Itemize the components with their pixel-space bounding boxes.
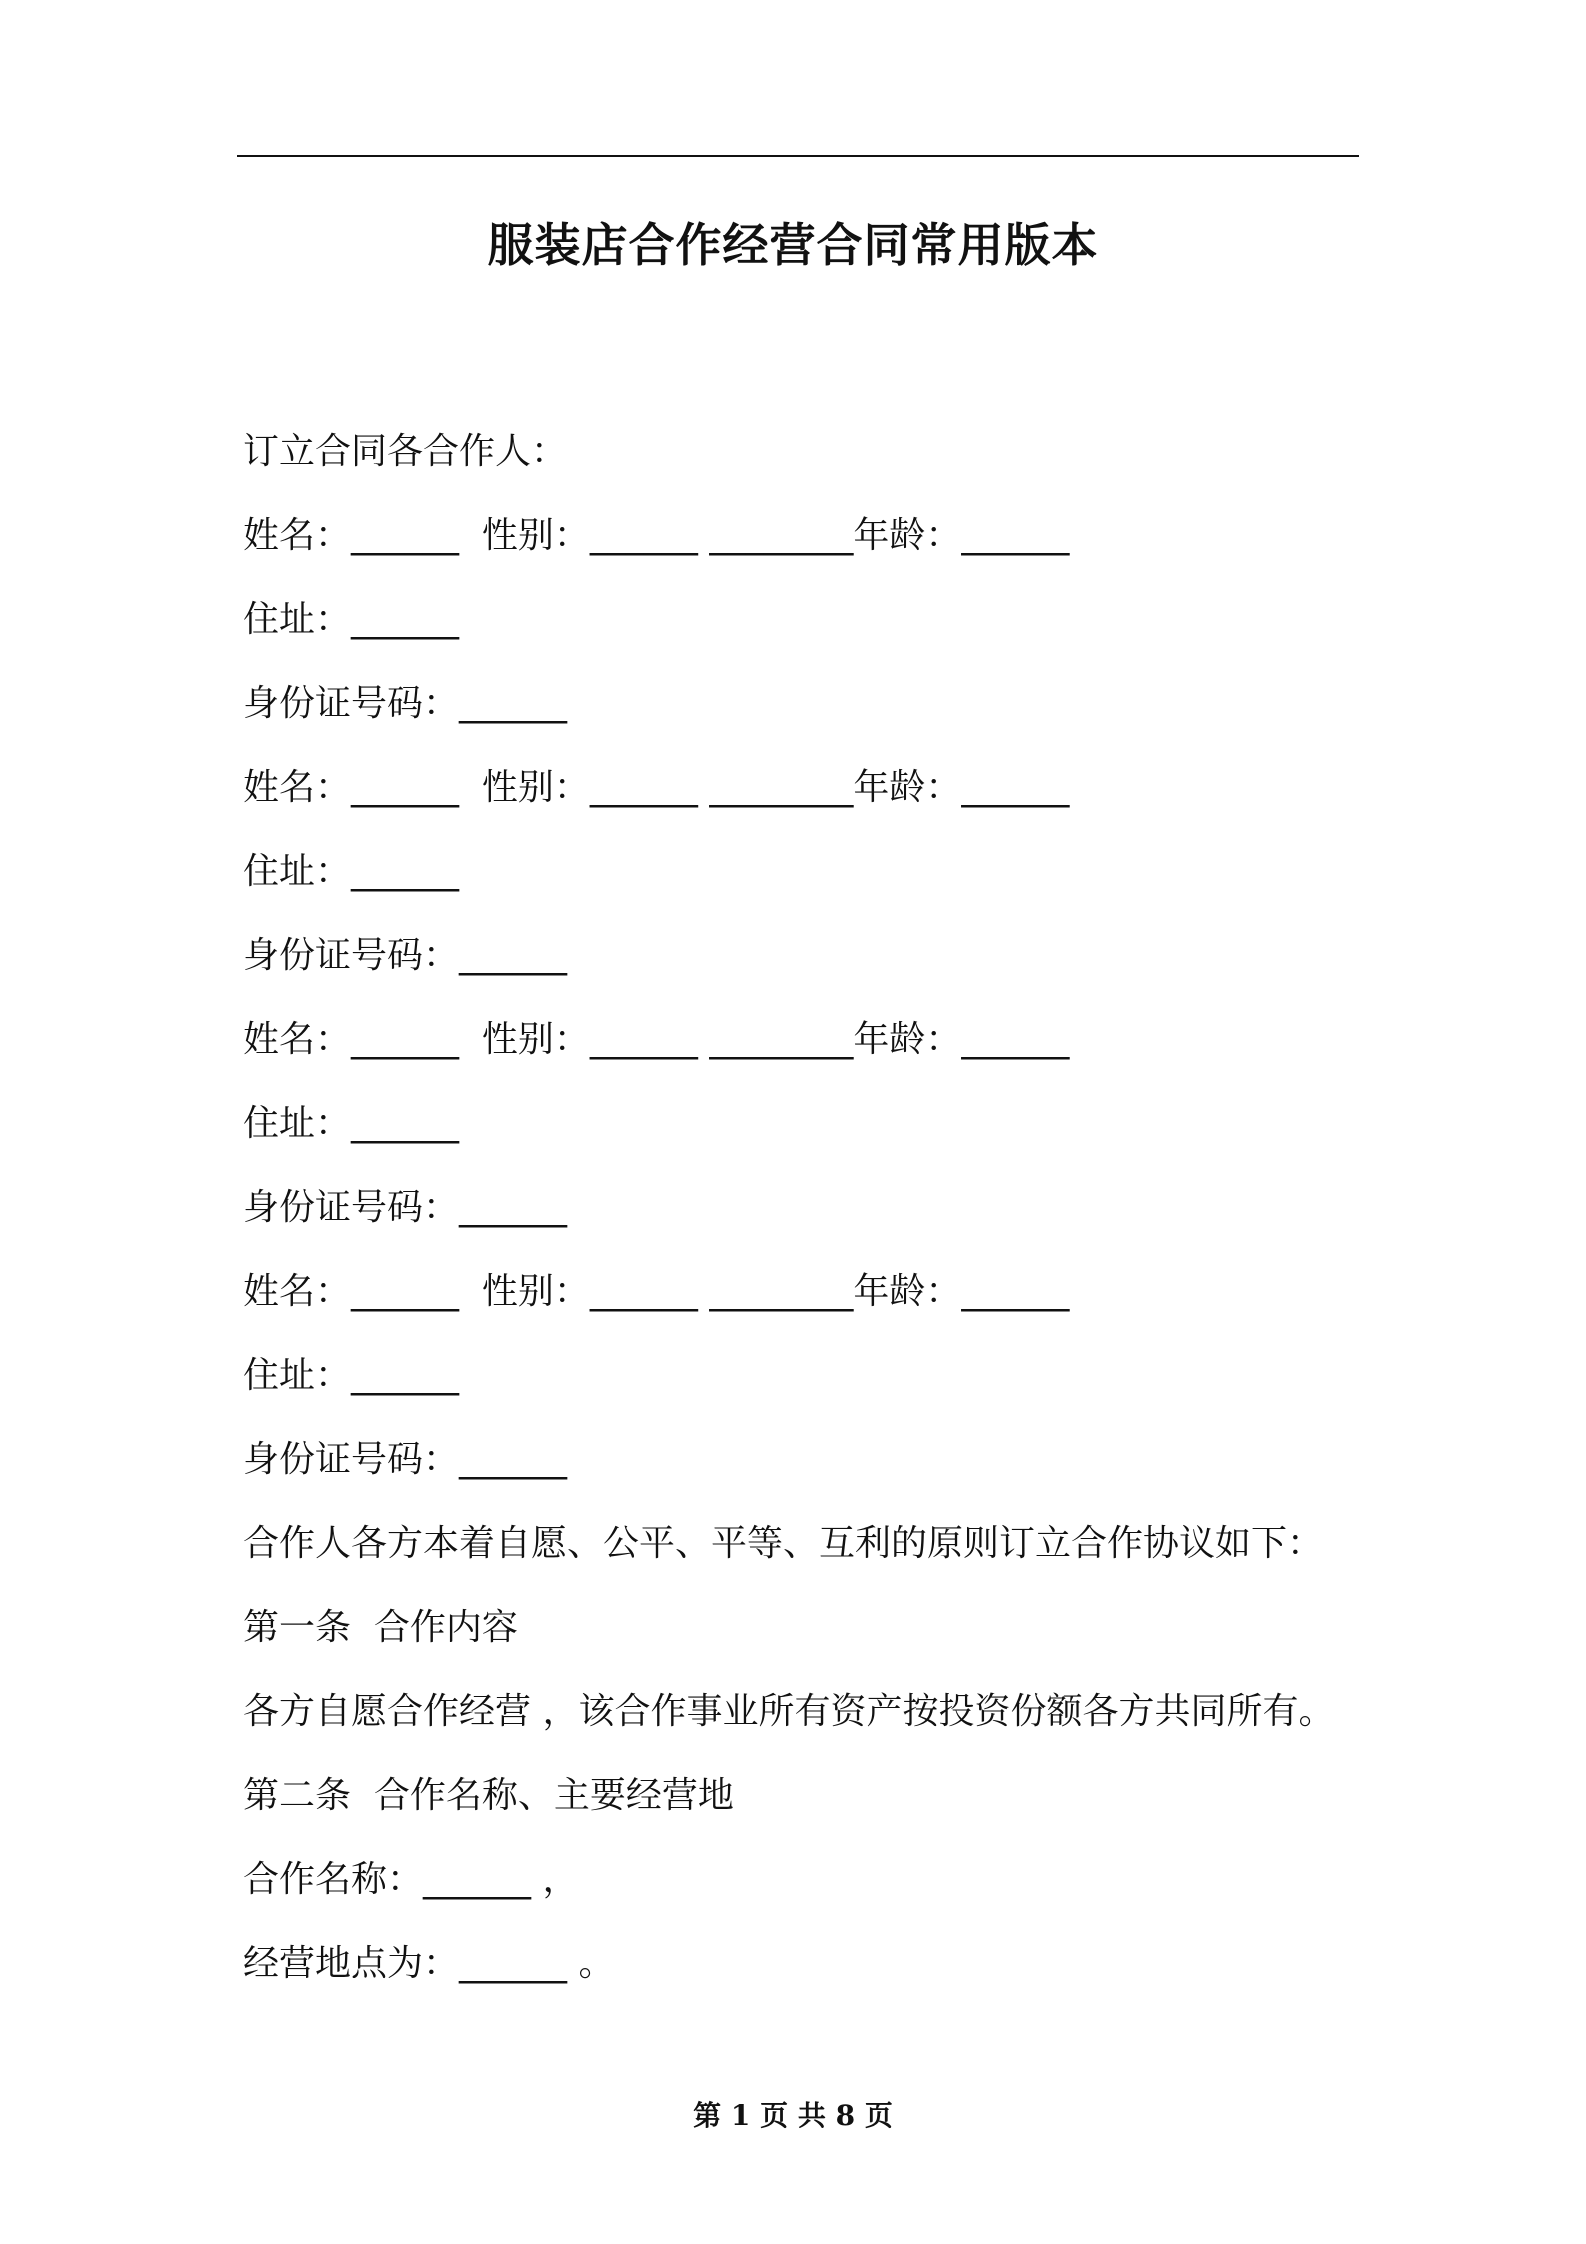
body-line-party3-id: 身份证号码：______	[243, 1187, 568, 1228]
body-line-party2-address: 住址：______	[243, 851, 460, 892]
body-line-principles: 合作人各方本着自愿、公平、平等、互利的原则订立合作协议如下：	[243, 1523, 1324, 1564]
article-1-text: 各方自愿合作经营 ，该合作事业所有资产按投资份额各方共同所有。	[243, 1691, 1335, 1732]
body-line-party1-name: 姓名：______ 性别：______ ________年龄：______	[243, 515, 1070, 556]
article-2-location: 经营地点为：______ 。	[243, 1943, 615, 1984]
body-line-party1-address: 住址：______	[243, 599, 460, 640]
article-2-name: 合作名称：______ ，	[243, 1859, 579, 1900]
header-rule	[237, 155, 1359, 157]
body-line-party4-id: 身份证号码：______	[243, 1439, 568, 1480]
body-line-parties-heading: 订立合同各合作人：	[243, 431, 568, 472]
page-footer: 第 1 页 共 8 页	[693, 2099, 893, 2132]
body-line-party2-name: 姓名：______ 性别：______ ________年龄：______	[243, 767, 1070, 808]
body-line-party3-address: 住址：______	[243, 1103, 460, 1144]
body-line-party2-id: 身份证号码：______	[243, 935, 568, 976]
body-line-party3-name: 姓名：______ 性别：______ ________年龄：______	[243, 1019, 1070, 1060]
document-title: 服装店合作经营合同常用版本	[487, 218, 1099, 272]
article-2-heading: 第二条 合作名称、主要经营地	[243, 1775, 734, 1816]
document-body	[243, 410, 1403, 2006]
body-line-party4-name: 姓名：______ 性别：______ ________年龄：______	[243, 1271, 1070, 1312]
body-line-party4-address: 住址：______	[243, 1355, 460, 1396]
body-line-party1-id: 身份证号码：______	[243, 683, 568, 724]
article-1-heading: 第一条 合作内容	[243, 1607, 518, 1648]
